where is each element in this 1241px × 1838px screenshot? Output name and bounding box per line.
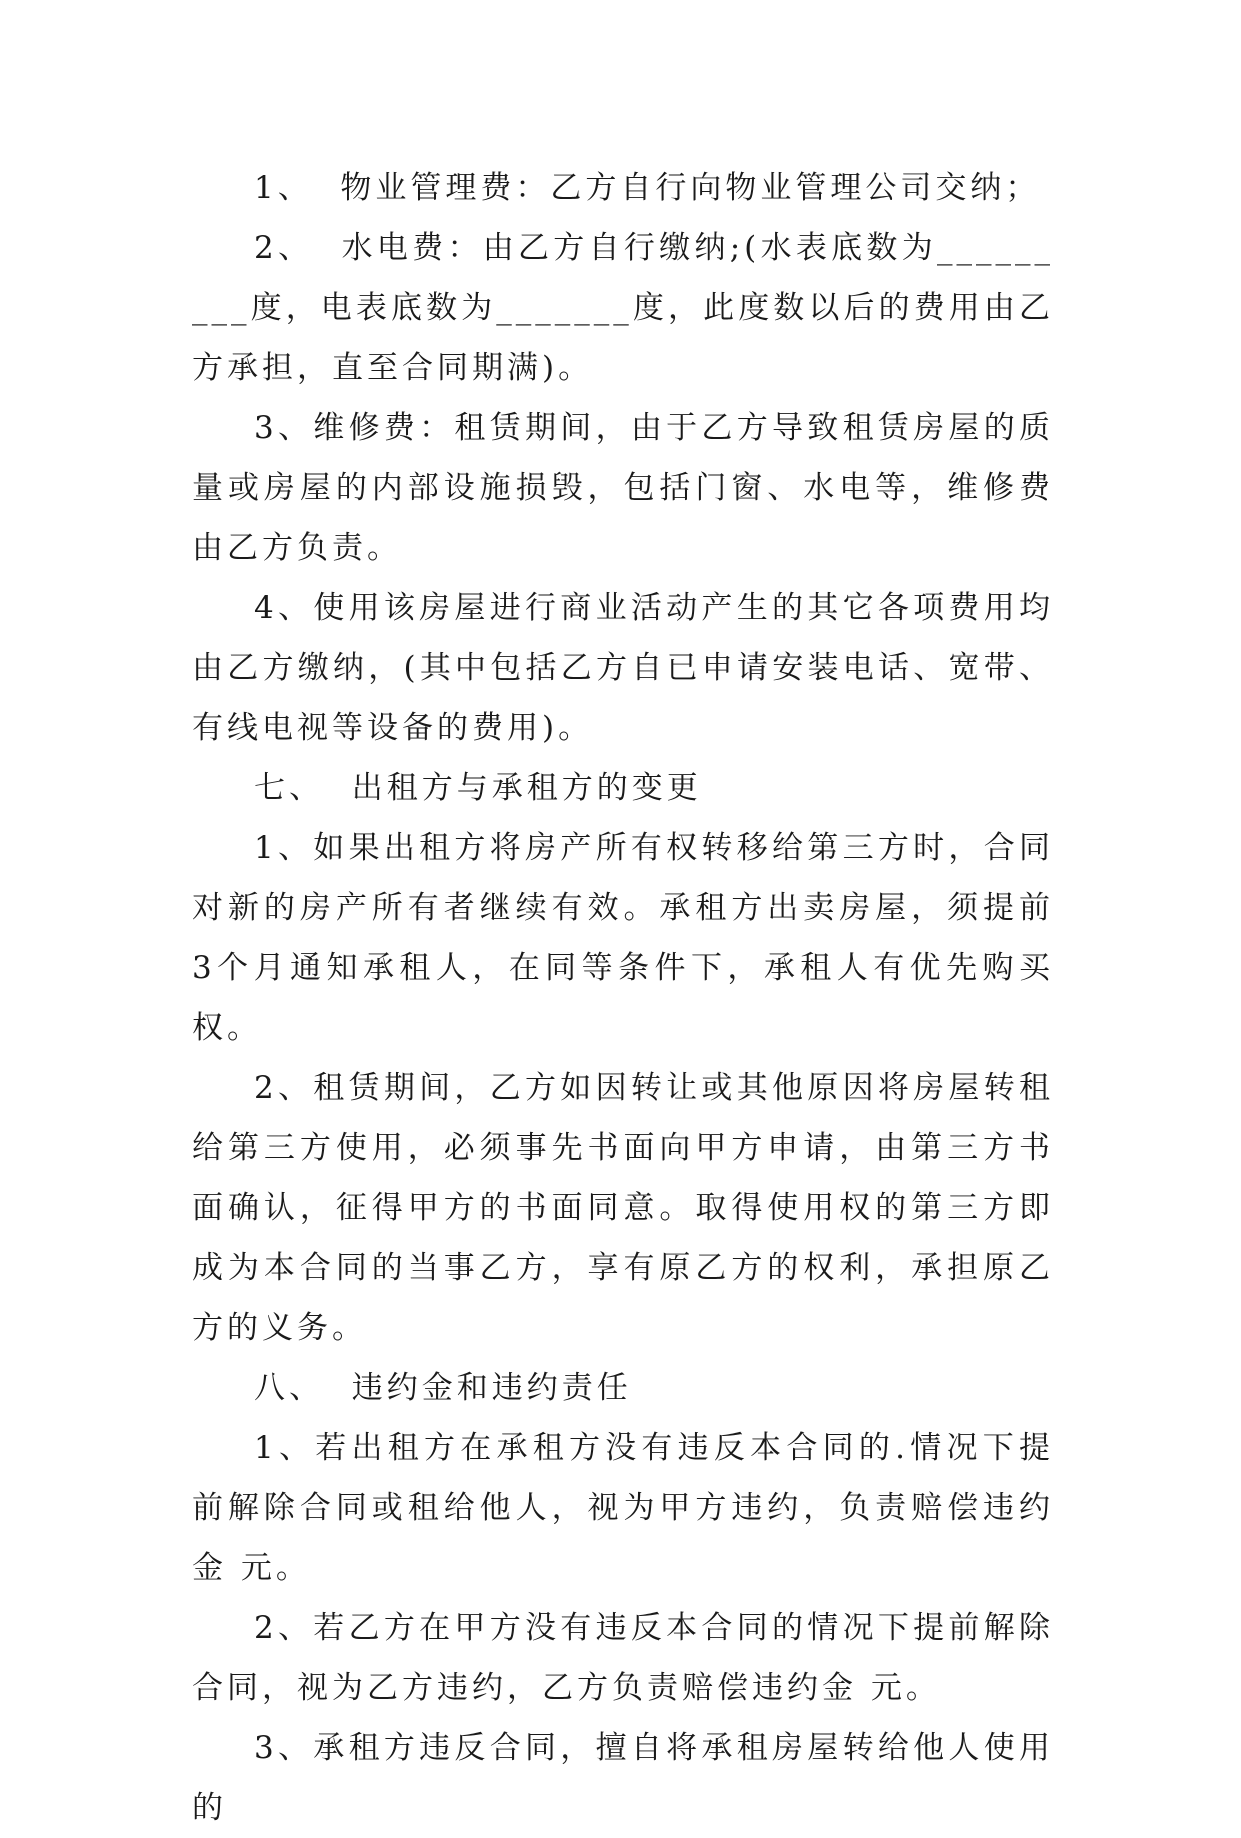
clause-lessee-breach: 2、若乙方在甲方没有违反本合同的情况下提前解除合同，视为乙方违约，乙方负责赔偿违约金 元。: [192, 1610, 1054, 1706]
clause-sublease: 2、租赁期间，乙方如因转让或其他原因将房屋转租给第三方使用，必须事先书面向甲方申请，由第三方书面确认，征得甲方的书面同意。取得使用权的第三方即成为本合同的当事乙方，享有原乙方的权利，承担原乙方的义务。: [192, 1070, 1054, 1346]
section-heading-eight: 八、 违约金和违约责任: [254, 1370, 632, 1406]
clause-utility-fee: 2、 水电费：由乙方自行缴纳;(水表底数为_________度，电表底数为_______度，此度数以后的费用由乙方承担，直至合同期满)。: [192, 230, 1054, 386]
section-heading-seven: 七、 出租方与承租方的变更: [254, 770, 702, 806]
clause-ownership-transfer: 1、如果出租方将房产所有权转移给第三方时，合同对新的房产所有者继续有效。承租方出卖房屋，须提前3个月通知承租人，在同等条件下，承租人有优先购买权。: [192, 830, 1054, 1046]
clause-unauthorized-transfer: 3、承租方违反合同，擅自将承租房屋转给他人使用的: [192, 1730, 1054, 1826]
clause-maintenance-fee: 3、维修费：租赁期间，由于乙方导致租赁房屋的质量或房屋的内部设施损毁，包括门窗、水电等，维修费由乙方负责。: [192, 410, 1054, 566]
clause-other-fees: 4、使用该房屋进行商业活动产生的其它各项费用均由乙方缴纳，(其中包括乙方自已申请安装电话、宽带、有线电视等设备的费用)。: [192, 590, 1054, 746]
document-body: [192, 158, 1054, 1838]
clause-property-fee: 1、 物业管理费：乙方自行向物业管理公司交纳；: [254, 170, 1041, 206]
clause-lessor-breach: 1、若出租方在承租方没有违反本合同的.情况下提前解除合同或租给他人，视为甲方违约，负责赔偿违约金 元。: [192, 1430, 1054, 1586]
